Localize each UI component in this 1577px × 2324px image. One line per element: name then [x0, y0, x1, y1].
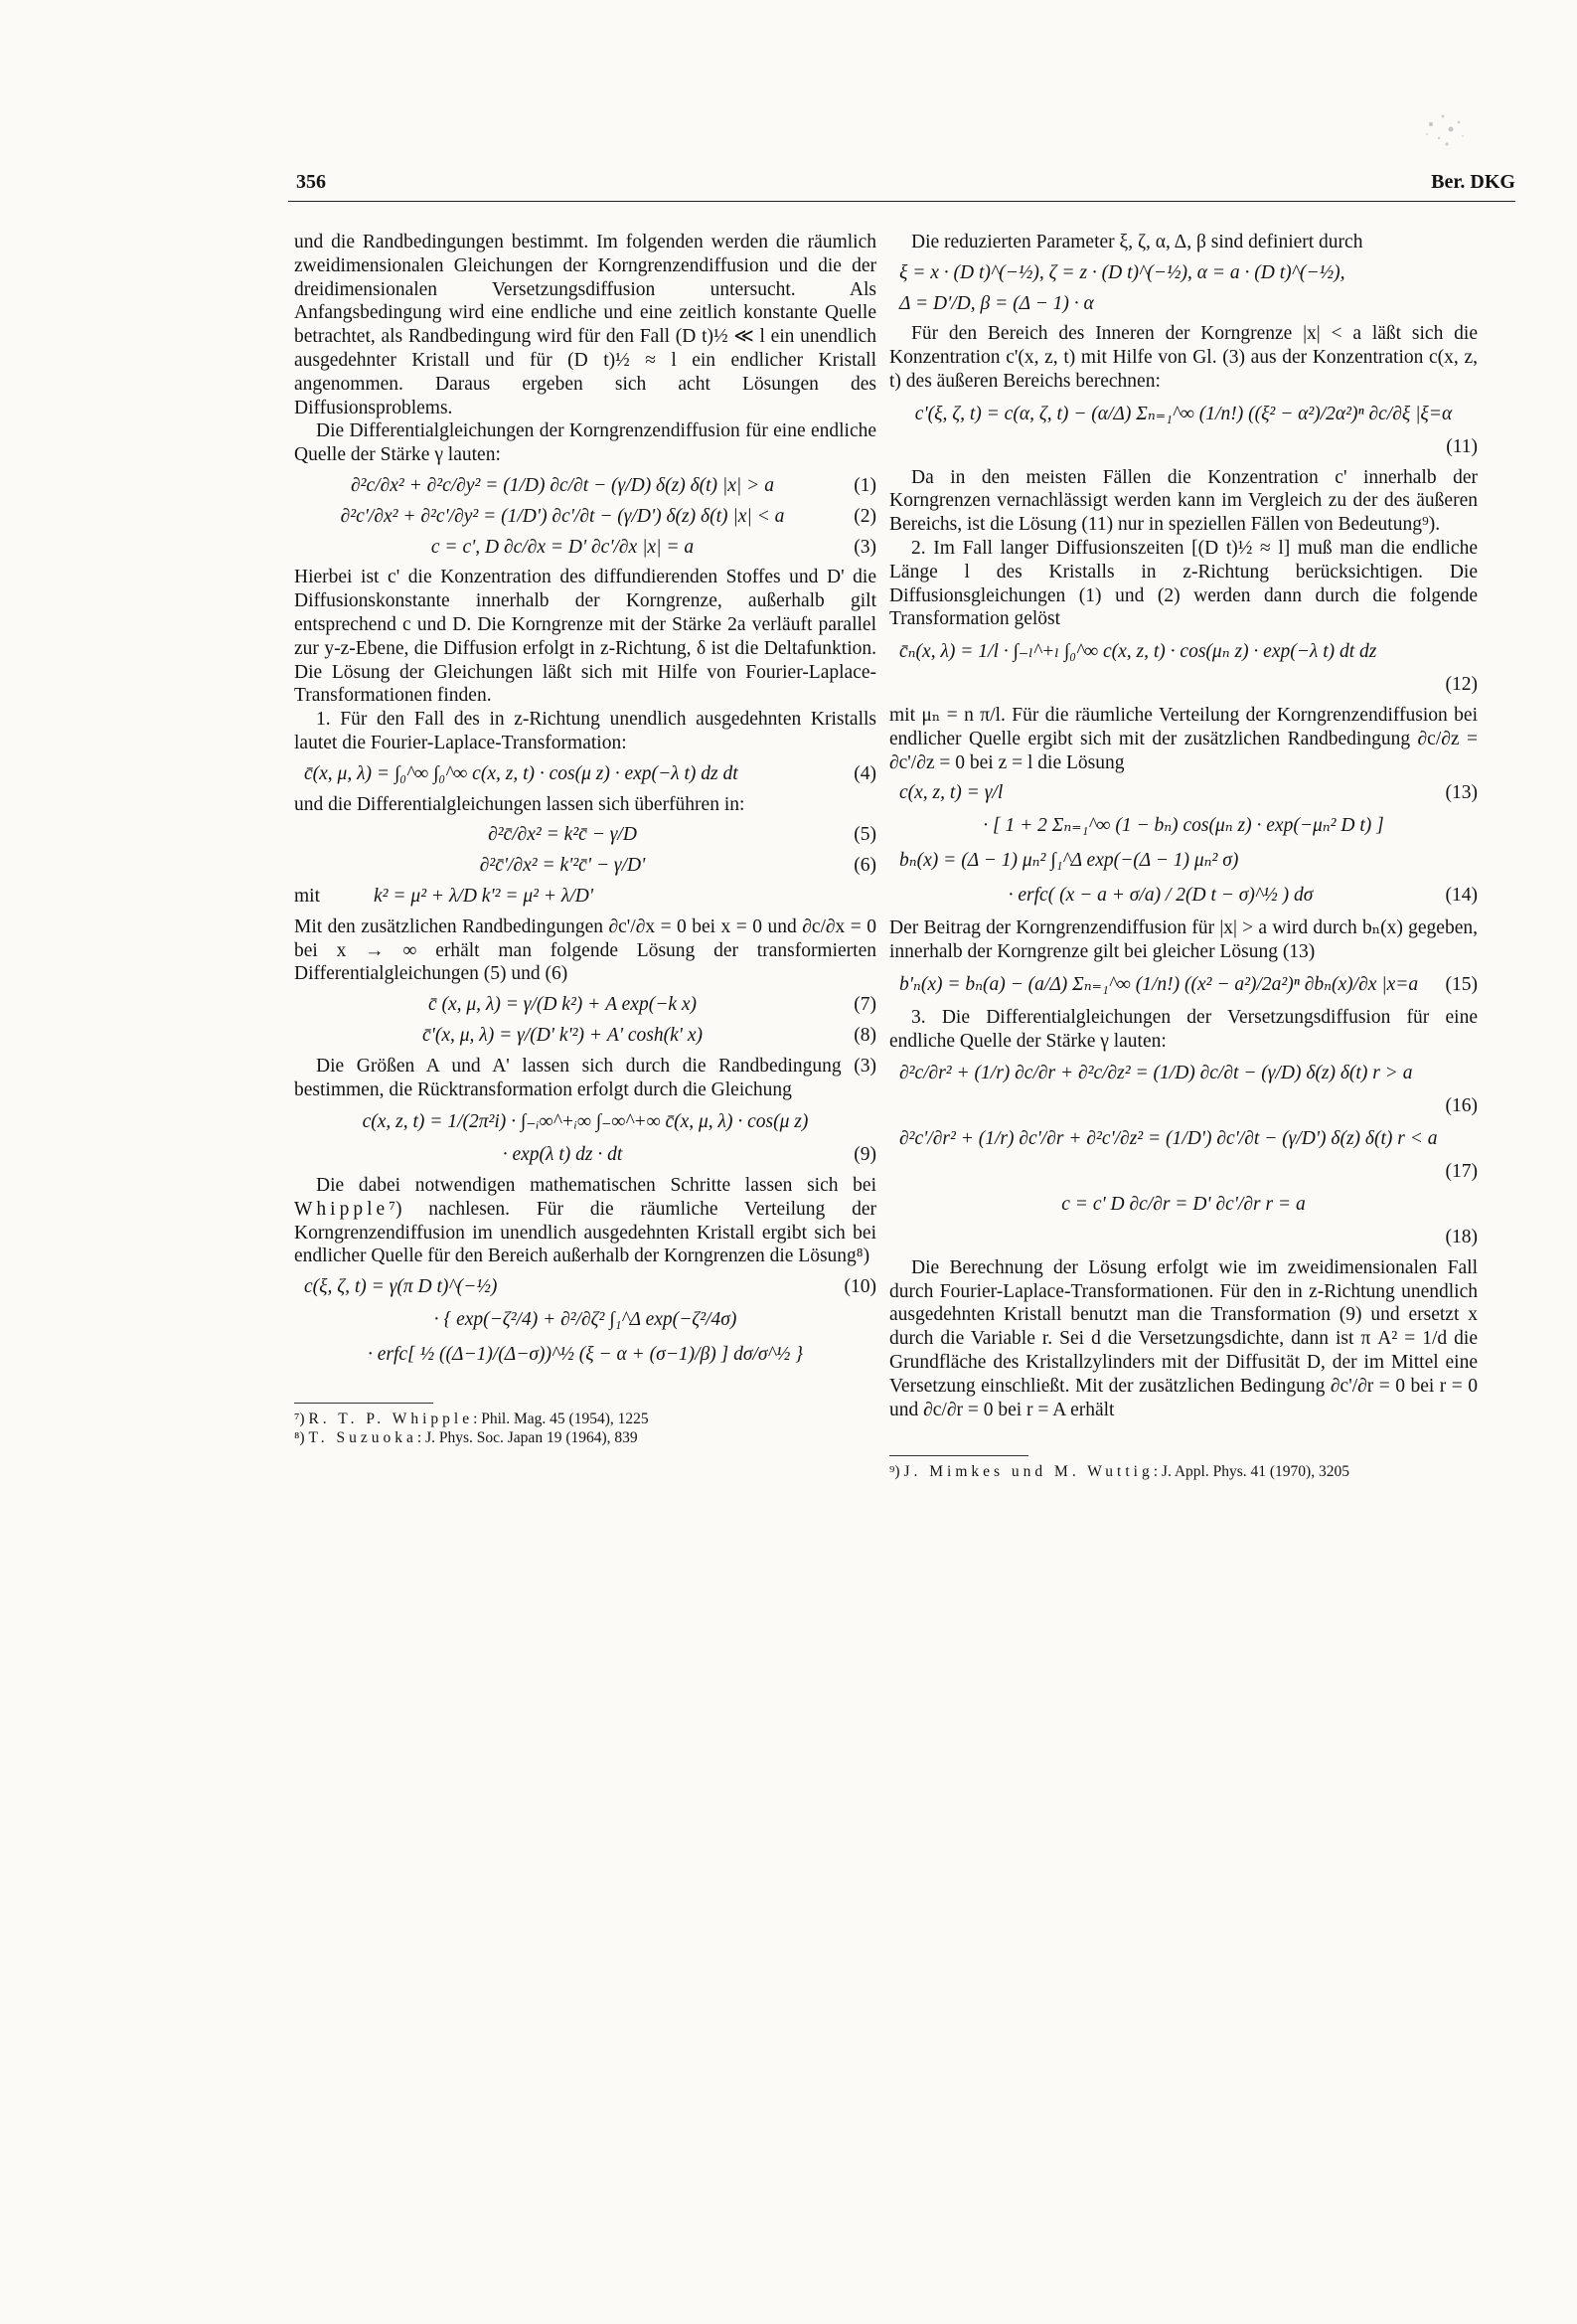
equation-8: c̄'(x, μ, λ) = γ/(D' k'²) + A' cosh(k' x) (8) — [422, 1024, 876, 1046]
equation-1: ∂²c/∂x² + ∂²c/∂y² = (1/D) ∂c/∂t − (γ/D) δ(z) δ(t) |x| > a (1) — [351, 474, 876, 496]
author-name: Whipple — [294, 1198, 390, 1220]
equation-9-line-1: c(x, z, t) = 1/(2π²i) · ∫₋ᵢ∞^+ᵢ∞ ∫₋∞^+∞ c̄(x, μ, λ) · cos(μ z) — [362, 1111, 809, 1133]
equation-k-definition: mit k² = μ² + λ/D k'² = μ² + λ/D' — [294, 885, 594, 907]
print-speckle-mark — [1401, 94, 1491, 164]
paragraph: Der Beitrag der Korngrenzendiffusion für |x| > a wird durch bₙ(x) gegeben, innerhalb der Korngrenze gilt bei gleicher Lösung (13) — [889, 917, 1478, 962]
equation-16-number-row — [889, 1094, 1478, 1118]
equation-9-line-2: · exp(λ t) dz · dt (9) — [502, 1144, 876, 1166]
equation-13-line-1: c(x, z, t) = γ/l (13) — [899, 782, 1478, 804]
footnote-9: ⁹) J. Mimkes und M. Wuttig: J. Appl. Phys. 41 (1970), 3205 — [889, 1463, 1349, 1481]
paragraph: 3. Die Differentialgleichungen der Versetzungsdiffusion für eine endliche Quelle der Stärke γ lauten: — [889, 1006, 1478, 1052]
equation-14-line-1: bₙ(x) = (Δ − 1) μₙ² ∫₁^Δ exp(−(Δ − 1) μₙ² σ) — [899, 850, 1239, 872]
equation-12: c̄ₙ(x, λ) = 1/l · ∫₋ₗ^+ₗ ∫₀^∞ c(x, z, t) · cos(μₙ z) · exp(−λ t) dt dz — [899, 641, 1377, 663]
equation-10-line-3: · erfc[ ½ ((Δ−1)/(Δ−σ))^½ (ξ − α + (σ−1)/β) ] dσ/σ^½ } — [367, 1344, 803, 1366]
equation-number: (17) — [1445, 1161, 1478, 1183]
paragraph: Hierbei ist c' die Konzentration des diffundierenden Stoffes und D' die Diffusionskonstante innerhalb der Korngrenze, außerhalb gilt entsprechend c und D. Die Korngrenze mit der Stärke 2a verläuft parallel zur y-z-Ebene, die Diffusion erfolgt in z-Richtung, δ ist die Deltafunktion. Die Lösung der Gleichungen läßt sich mit Hilfe von Fourier-Laplace-Transformationen finden. — [294, 567, 876, 707]
equation-10-line-1: c(ξ, ζ, t) = γ(π D t)^(−½) (10) — [304, 1276, 876, 1298]
equation-number: (1) — [854, 474, 876, 496]
equation-number: (12) — [1445, 674, 1478, 696]
paragraph: Für den Bereich des Inneren der Korngrenze |x| < a läßt sich die Konzentration c'(x, z, t) mit Hilfe von Gl. (3) aus der Konzentration c(x, z, t) des äußeren Bereichs berechnen: — [889, 323, 1478, 392]
equation-12-number-row — [889, 673, 1478, 697]
equation-14-line-2: · erfc( (x − a + σ/a) / 2(D t − σ)^½ ) dσ (14) — [889, 882, 1478, 910]
equation-number: (15) — [1445, 973, 1478, 995]
equation-number: (4) — [854, 762, 876, 784]
equation-number: (18) — [1445, 1226, 1478, 1247]
equation-number: (11) — [1446, 435, 1478, 457]
paragraph: Die Differentialgleichungen der Korngrenzendiffusion für eine endliche Quelle der Stärke γ lauten: — [294, 420, 876, 466]
equation-18: c = c' D ∂c/∂r = D' ∂c'/∂r r = a — [1061, 1193, 1306, 1215]
paragraph: Die dabei notwendigen mathematischen Schritte lassen sich bei Whipple⁷) nachlesen. Für die räumliche Verteilung der Korngrenzendiffusion im unendlich ausgedehnten Kristall ergibt sich bei endlicher Quelle für den Bereich außerhalb der Korngrenzen die Lösung⁸) — [294, 1175, 876, 1267]
equation-17: ∂²c'/∂r² + (1/r) ∂c'/∂r + ∂²c'/∂z² = (1/D') ∂c'/∂t − (γ/D') δ(z) δ(t) r < a — [899, 1128, 1438, 1150]
parameter-definitions-2: Δ = D'/D, β = (Δ − 1) · α — [899, 292, 1094, 314]
equation-17-number-row — [889, 1160, 1478, 1184]
paragraph: Die Berechnung der Lösung erfolgt wie im zweidimensionalen Fall durch Fourier-Laplace-Transformationen. Für den in z-Richtung unendlich ausgedehnten Kristall benutzt man die Transformation (9) und ersetzt x durch die Variable r. Sei d die Versetzungsdichte, dann ist π A² = 1/d die Grundfläche des Kristallzylinders mit der Diffusität D, der im Mittel eine Versetzung einschließt. Mit der zusätzlichen Bedingung ∂c'/∂r = 0 bei r = 0 und ∂c/∂r = 0 bei r = A erhält — [889, 1256, 1478, 1420]
footnote-7: ⁷) R. T. P. Whipple: Phil. Mag. 45 (1954), 1225 — [294, 1411, 649, 1428]
left-column — [294, 231, 876, 1447]
equation-2: ∂²c'/∂x² + ∂²c'/∂y² = (1/D') ∂c'/∂t − (γ/D') δ(z) δ(t) |x| < a (2) — [340, 505, 876, 527]
equation-number: (9) — [854, 1144, 876, 1166]
equation-5: ∂²c̄/∂x² = k²c̄ − γ/D (5) — [488, 824, 876, 846]
running-header — [288, 171, 1515, 202]
paragraph: Die Größen A und A' lassen sich durch die Randbedingung (3) bestimmen, die Rücktransformation erfolgt durch die Gleichung — [294, 1055, 876, 1100]
parameter-definitions-1: ξ = x · (D t)^(−½), ζ = z · (D t)^(−½), α = a · (D t)^(−½), — [899, 261, 1345, 283]
paragraph: und die Randbedingungen bestimmt. Im folgenden werden die räumlich zweidimensionalen Gleichungen der Korngrenzendiffusion und die der dreidimensionalen Versetzungsdiffusion untersucht. Als Anfangsbedingung wird eine endliche und eine zeitlich konstante Quelle betrachtet, als Randbedingung wird für den Fall (D t)½ ≪ l ein unendlich ausgedehnter Kristall und für (D t)½ ≈ l ein endlicher Kristall angenommen. Daraus ergeben sich acht Lösungen des Diffusionsproblems. — [294, 232, 876, 418]
paragraph: mit μₙ = n π/l. Für die räumliche Verteilung der Korngrenzendiffusion bei endlicher Quelle ergibt sich mit der zusätzlichen Randbedingung ∂c/∂z = ∂c'/∂z = 0 bei z = l die Lösung — [889, 704, 1478, 773]
page-number: 356 — [296, 171, 326, 193]
paragraph: Mit den zusätzlichen Randbedingungen ∂c'/∂x = 0 bei x = 0 und ∂c/∂x = 0 bei x → ∞ erhält man folgende Lösung der transformierten Differentialgleichungen (5) und (6) — [294, 915, 876, 985]
journal-name: Ber. DKG — [1431, 171, 1515, 193]
paragraph: 1. Für den Fall des in z-Richtung unendlich ausgedehnten Kristalls lautet die Fourier-Laplace-Transformation: — [294, 709, 876, 753]
equation-number: (13) — [1445, 782, 1478, 804]
paragraph: Da in den meisten Fällen die Konzentration c' innerhalb der Korngrenzen vernachlässigt werden kann im Vergleich zu der des äußeren Bereichs, ist die Lösung (11) nur in speziellen Fällen von Bedeutung⁹). — [889, 466, 1478, 536]
equation-3: c = c', D ∂c/∂x = D' ∂c'/∂x |x| = a (3) — [430, 536, 876, 558]
equation-number: (6) — [854, 855, 876, 877]
footnote-8: ⁸) T. Suzuoka: J. Phys. Soc. Japan 19 (1964), 839 — [294, 1429, 638, 1447]
equation-number: (5) — [854, 824, 876, 846]
equation-number: (14) — [1445, 885, 1478, 907]
equation-18-number-row — [889, 1226, 1478, 1249]
equation-13-line-2: · [ 1 + 2 Σₙ₌₁^∞ (1 − bₙ) cos(μₙ z) · exp(−μₙ² D t) ] — [983, 815, 1384, 837]
equation-15: b'ₙ(x) = bₙ(a) − (a/Δ) Σₙ₌₁^∞ (1/n!) ((x² − a²)/2a²)ⁿ ∂bₙ(x)/∂x |x=a (15) — [889, 971, 1478, 999]
paragraph: Die reduzierten Parameter ξ, ζ, α, Δ, β sind definiert durch — [911, 232, 1363, 252]
equation-4: c̄(x, μ, λ) = ∫₀^∞ ∫₀^∞ c(x, z, t) · cos(μ z) · exp(−λ t) dz dt (4) — [304, 762, 876, 784]
footnote-divider — [294, 1403, 433, 1404]
paragraph: und die Differentialgleichungen lassen sich überführen in: — [294, 793, 745, 815]
equation-11-number-row — [889, 435, 1478, 459]
equation-number: (2) — [854, 505, 876, 527]
equation-16: ∂²c/∂r² + (1/r) ∂c/∂r + ∂²c/∂z² = (1/D) ∂c/∂t − (γ/D) δ(z) δ(t) r > a — [899, 1063, 1413, 1084]
footnote-divider — [889, 1455, 1028, 1456]
equation-number: (16) — [1445, 1095, 1478, 1117]
paragraph: 2. Im Fall langer Diffusionszeiten [(D t)½ ≈ l] muß man die endliche Länge l des Kristalls in z-Richtung berücksichtigen. Die Diffusionsgleichungen (1) und (2) werden dann durch die folgende Transformation gelöst — [889, 537, 1478, 630]
equation-6: ∂²c̄'/∂x² = k'²c̄' − γ/D' (6) — [479, 855, 876, 877]
mit-label: mit — [294, 885, 321, 907]
equation-7: c̄ (x, μ, λ) = γ/(D k²) + A exp(−k x) (7) — [427, 994, 876, 1016]
equation-number: (8) — [854, 1024, 876, 1046]
right-column — [889, 231, 1478, 1481]
equation-11: c'(ξ, ζ, t) = c(α, ζ, t) − (α/Δ) Σₙ₌₁^∞ (1/n!) ((ξ² − α²)/2α²)ⁿ ∂c/∂ξ |ξ=α — [914, 403, 1453, 424]
equation-number: (3) — [854, 536, 876, 558]
equation-number: (7) — [854, 994, 876, 1016]
equation-10-line-2: · { exp(−ζ²/4) + ∂²/∂ζ² ∫₁^Δ exp(−ζ²/4σ) — [433, 1309, 737, 1331]
equation-number: (10) — [844, 1276, 876, 1298]
